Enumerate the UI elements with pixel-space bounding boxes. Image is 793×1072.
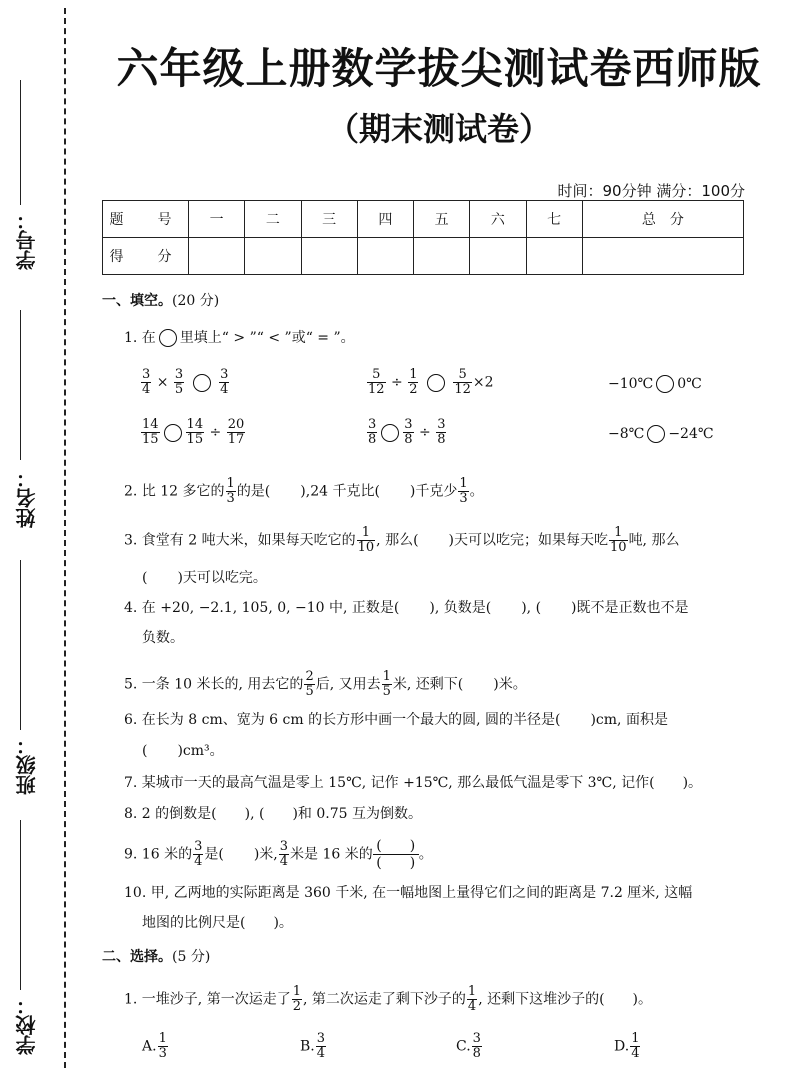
score-cell[interactable] — [357, 238, 413, 275]
q2-text: 2. 比 12 多它的 — [124, 483, 225, 500]
numerator: 1 — [467, 984, 477, 999]
numerator: 3 — [194, 839, 203, 854]
numerator: 14 — [186, 417, 204, 432]
numerator: 1 — [409, 367, 418, 382]
question-1-7: 7. 某城市一天的最高气温是零上 15℃, 记作 +15℃, 那么最低气温是零下 3℃, 记作( )。 — [124, 775, 703, 791]
option-label: D. — [614, 1038, 630, 1055]
denominator: 3 — [226, 491, 235, 506]
question-1-4-line2: 负数。 — [142, 630, 184, 646]
numerator: 14 — [142, 417, 159, 432]
denominator: 3 — [158, 1046, 167, 1061]
q6-text: )cm, 面积是 — [590, 712, 668, 728]
question-1-2 — [124, 477, 744, 506]
q-text: , 还剩下这堆沙子的( )。 — [478, 991, 653, 1008]
numerator: 5 — [367, 368, 386, 383]
denominator: 4 — [467, 999, 477, 1014]
denominator-blank[interactable]: ( ) — [376, 855, 416, 871]
q5-text: 5. 一条 10 米长的, 用去它的 — [124, 676, 304, 693]
denominator: 3 — [459, 491, 468, 506]
section-1-heading: 一、填空。 — [102, 293, 172, 309]
fraction — [472, 1032, 482, 1061]
q1-text: 1. 在 — [124, 330, 156, 346]
q3-text: 3. 食堂有 2 吨大米，如果每天吃它的 — [124, 532, 356, 549]
fraction — [304, 670, 314, 699]
score-cell[interactable] — [245, 238, 301, 275]
comparison-2c — [608, 425, 714, 443]
question-1-4 — [124, 598, 744, 618]
denominator: 10 — [610, 540, 627, 555]
fraction — [382, 670, 392, 699]
numerator-blank[interactable]: ( ) — [373, 838, 419, 855]
comparison-1b — [366, 368, 494, 397]
answer-circle[interactable] — [427, 374, 445, 392]
q1-text-2: 里填上“ > ”“ < ”或“ = ”。 — [179, 330, 355, 346]
q9-text: )米, — [253, 846, 278, 863]
option-c[interactable] — [456, 1032, 483, 1061]
score-cell[interactable] — [582, 238, 743, 275]
denominator: 8 — [472, 1046, 481, 1061]
denominator: 4 — [194, 854, 203, 869]
denominator: 4 — [316, 1046, 326, 1061]
q9-text: 米是 16 米的 — [290, 846, 373, 863]
numerator: 3 — [368, 417, 377, 432]
numerator: 5 — [453, 368, 472, 383]
q2-text: )千克少 — [409, 483, 458, 500]
score-header-cell: 一 — [189, 201, 245, 238]
fraction — [367, 368, 386, 397]
section-2-points: (5 分) — [172, 949, 211, 965]
fraction — [141, 368, 151, 397]
numerator: 1 — [158, 1031, 167, 1046]
score-header-cell: 三 — [301, 201, 357, 238]
q2-text: 。 — [469, 483, 484, 500]
section-1-points: (20 分) — [172, 293, 220, 309]
circle-icon — [159, 329, 177, 347]
comparison-1a — [140, 368, 230, 397]
score-cell[interactable] — [526, 238, 582, 275]
answer-circle[interactable] — [647, 425, 665, 443]
q4-text: 4. 在 +20, −2.1, 105, 0, −10 中, 正数是( — [124, 600, 400, 616]
denominator: 5 — [382, 684, 391, 699]
student-id-line[interactable] — [20, 80, 21, 205]
q-text: 1. 一堆沙子, 第一次运走了 — [124, 991, 291, 1008]
temperature: −8℃ — [608, 426, 645, 442]
fraction — [467, 985, 477, 1014]
option-label: A. — [142, 1038, 157, 1055]
denominator: 8 — [404, 432, 413, 447]
score-cell[interactable] — [301, 238, 357, 275]
q3-text: ( — [142, 570, 148, 586]
denominator: 2 — [409, 382, 418, 397]
denominator: 4 — [220, 382, 229, 397]
answer-circle[interactable] — [164, 424, 182, 442]
question-1-10: 10. 甲, 乙两地的实际距离是 360 千米, 在一幅地图上量得它们之间的距离是 7.2 厘米, 这幅 — [124, 885, 693, 901]
operator: ÷ — [391, 374, 403, 391]
section-2-title — [102, 946, 210, 966]
class-label: 班级： — [15, 735, 39, 795]
score-header-cell: 题 号 — [103, 201, 189, 238]
student-id-label: 学号： — [15, 210, 39, 270]
fraction — [226, 477, 236, 506]
q4-text: ), 负数是( — [429, 600, 492, 616]
denominator: 17 — [227, 432, 245, 447]
option-label: B. — [300, 1038, 315, 1055]
fraction — [141, 418, 160, 447]
denominator: 5 — [305, 684, 314, 699]
operator: ×2 — [472, 374, 494, 391]
option-label: C. — [456, 1038, 471, 1055]
score-cell[interactable] — [470, 238, 526, 275]
numerator: 3 — [220, 367, 229, 382]
fraction — [219, 368, 229, 397]
fraction — [174, 368, 184, 397]
q5-text: )米。 — [493, 676, 527, 693]
answer-fraction[interactable] — [373, 838, 419, 871]
numerator: 1 — [631, 1031, 640, 1046]
denominator: 4 — [142, 382, 151, 397]
section-1-title — [102, 290, 219, 310]
denominator: 8 — [368, 432, 377, 447]
denominator: 10 — [357, 540, 375, 555]
q5-text: 米, 还剩下( — [392, 676, 464, 693]
option-a[interactable] — [142, 1032, 169, 1061]
question-1-3 — [124, 526, 744, 555]
question-1-6 — [124, 710, 744, 730]
numerator: 3 — [316, 1031, 326, 1046]
q3-text: )天可以吃完；如果每天吃 — [448, 532, 609, 549]
fraction — [609, 526, 628, 555]
q4-text: ), ( — [521, 600, 542, 616]
option-d[interactable] — [614, 1032, 641, 1061]
cut-line — [64, 8, 66, 1068]
class-line[interactable] — [20, 560, 21, 730]
q2-text: ),24 千克比( — [300, 483, 380, 500]
denominator: 15 — [142, 432, 159, 447]
operator: × — [156, 374, 169, 391]
fraction — [408, 368, 418, 397]
q9-text: 是( — [204, 846, 224, 863]
score-header-cell: 二 — [245, 201, 301, 238]
numerator: 20 — [227, 417, 245, 432]
fraction — [453, 368, 472, 397]
score-header-cell: 六 — [470, 201, 526, 238]
question-2-1 — [124, 985, 744, 1014]
operator: ÷ — [419, 424, 431, 441]
numerator: 3 — [142, 367, 151, 382]
q6-text: ( — [142, 743, 148, 759]
denominator: 5 — [174, 382, 184, 397]
section-2-heading: 二、选择。 — [102, 949, 172, 965]
name-line[interactable] — [20, 310, 21, 460]
question-1-1 — [124, 328, 744, 348]
q6-text: )cm³。 — [177, 743, 224, 759]
score-table-header-row — [103, 201, 744, 238]
denominator: 2 — [292, 999, 301, 1014]
numerator: 1 — [609, 526, 628, 541]
score-row-label: 得 分 — [103, 238, 189, 275]
score-header-cell: 五 — [414, 201, 470, 238]
score-header-cell: 四 — [357, 201, 413, 238]
fraction — [316, 1032, 326, 1061]
fraction — [403, 418, 413, 447]
operator: ÷ — [209, 424, 222, 441]
temperature: −24℃ — [668, 426, 714, 442]
q2-text: 的是( — [236, 483, 271, 500]
numerator: 1 — [357, 526, 376, 541]
q6-text: 6. 在长为 8 cm、宽为 6 cm 的长方形中画一个最大的圆, 圆的半径是( — [124, 712, 561, 728]
score-cell[interactable] — [189, 238, 245, 275]
numerator: 1 — [292, 984, 301, 999]
score-header-cell: 七 — [526, 201, 582, 238]
fraction — [292, 985, 302, 1014]
numerator: 3 — [174, 367, 184, 382]
comparison-2b — [366, 418, 447, 447]
numerator: 1 — [459, 476, 468, 491]
answer-circle[interactable] — [656, 375, 674, 393]
school-line[interactable] — [20, 820, 21, 990]
comparison-1c — [608, 375, 702, 393]
denominator: 12 — [368, 382, 385, 397]
numerator: 3 — [472, 1031, 481, 1046]
page-title: 六年级上册数学拔尖测试卷西师版 — [116, 44, 762, 93]
q9-text: 9. 16 米的 — [124, 846, 193, 863]
fraction — [227, 418, 246, 447]
numerator: 3 — [437, 417, 446, 432]
numerator: 1 — [226, 476, 235, 491]
question-1-8: 8. 2 的倒数是( ), ( )和 0.75 互为倒数。 — [124, 806, 422, 822]
denominator: 4 — [631, 1046, 640, 1061]
temperature: 0℃ — [677, 376, 702, 392]
q4-text: )既不是正数也不是 — [571, 600, 689, 616]
score-table — [102, 200, 744, 275]
fraction — [458, 477, 468, 506]
name-label: 姓名： — [15, 468, 39, 528]
fraction — [279, 840, 289, 869]
denominator: 12 — [454, 382, 471, 397]
answer-circle[interactable] — [193, 374, 211, 392]
numerator: 3 — [279, 839, 289, 854]
q3-text: 吨, 那么 — [628, 532, 680, 549]
fraction — [436, 418, 446, 447]
fraction — [158, 1032, 168, 1061]
option-b[interactable] — [300, 1032, 327, 1061]
score-header-cell: 总 分 — [582, 201, 743, 238]
q3-text: )天可以吃完。 — [177, 570, 267, 586]
answer-circle[interactable] — [381, 424, 399, 442]
fraction — [630, 1032, 640, 1061]
numerator: 1 — [382, 669, 391, 684]
numerator: 3 — [404, 417, 413, 432]
denominator: 15 — [186, 432, 204, 447]
q-text: , 第二次运走了剩下沙子的 — [303, 991, 466, 1008]
page-subtitle: （期末测试卷） — [326, 110, 551, 148]
numerator: 2 — [305, 669, 314, 684]
q3-text: , 那么( — [376, 532, 419, 549]
question-1-5 — [124, 670, 744, 699]
fraction — [186, 418, 205, 447]
fraction — [193, 840, 203, 869]
question-1-9 — [124, 838, 744, 871]
binding-margin — [0, 0, 85, 1072]
comparison-2a — [140, 418, 246, 447]
school-label: 学校： — [15, 995, 39, 1055]
denominator: 4 — [279, 854, 289, 869]
fraction — [367, 418, 377, 447]
question-1-10-line2: 地图的比例尺是( )。 — [142, 915, 293, 931]
score-cell[interactable] — [414, 238, 470, 275]
temperature: −10℃ — [608, 376, 654, 392]
q5-text: 后, 又用去 — [315, 676, 381, 693]
time-info: 时间：90分钟 满分：100分 — [557, 182, 745, 200]
fraction — [357, 526, 376, 555]
question-1-6-line2 — [142, 741, 224, 761]
score-table-score-row — [103, 238, 744, 275]
denominator: 8 — [437, 432, 446, 447]
q9-text: 。 — [418, 846, 433, 863]
question-1-3-line2 — [142, 568, 267, 588]
